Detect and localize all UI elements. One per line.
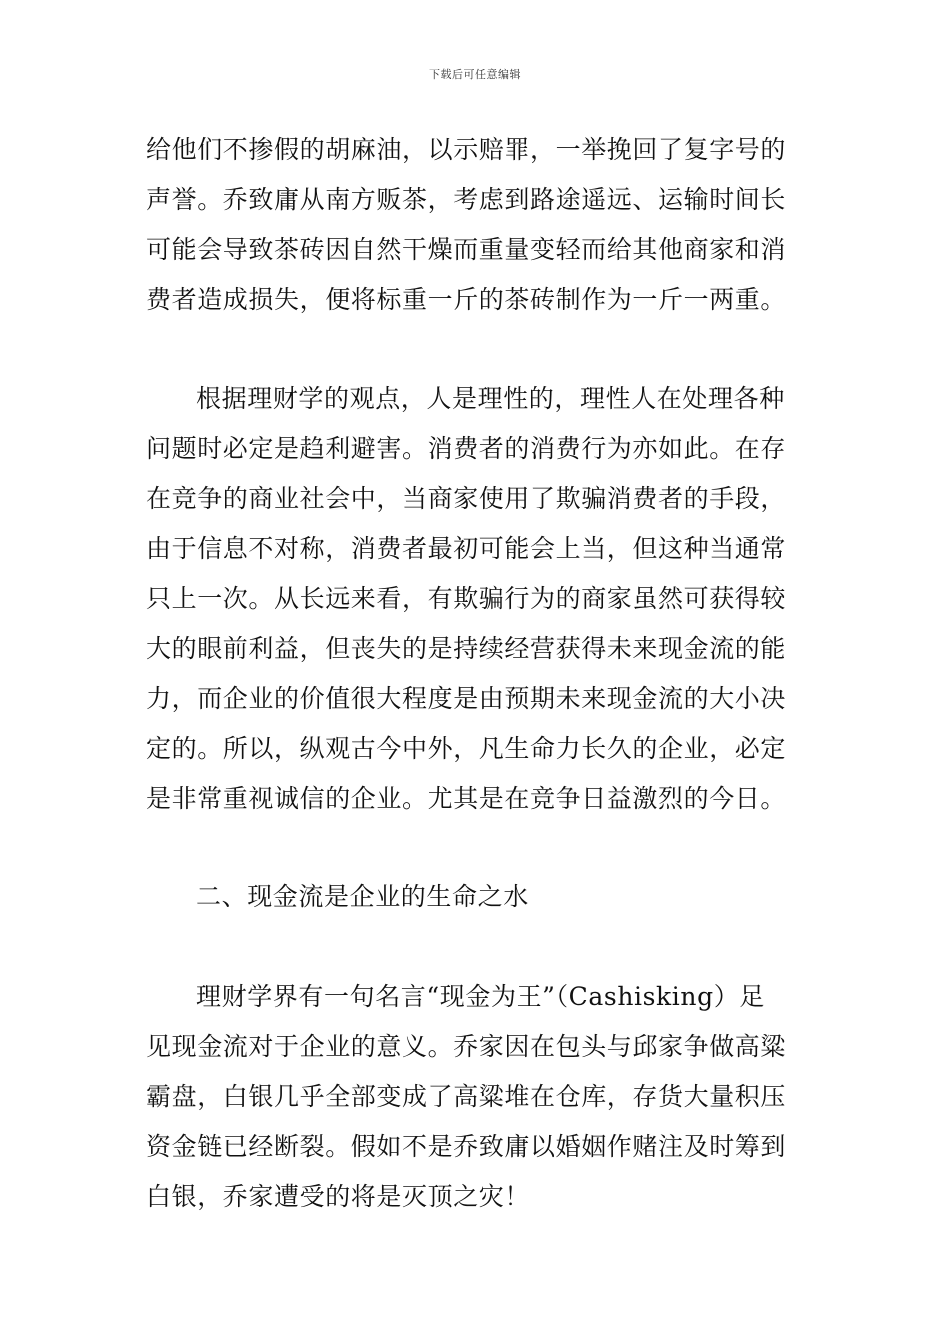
paragraph-line: 可能会导致茶砖因自然干燥而重量变轻而给其他商家和消 bbox=[146, 235, 787, 264]
page-header: 下载后可任意编辑 bbox=[429, 68, 521, 81]
paragraph-line: 声誉。乔致庸从南方贩茶，考虑到路途遥远、运输时间长 bbox=[146, 185, 787, 214]
paragraph-line: 在竞争的商业社会中，当商家使用了欺骗消费者的手段， bbox=[146, 484, 787, 513]
paragraph-line: 给他们不掺假的胡麻油，以示赔罪，一举挽回了复字号的 bbox=[146, 135, 787, 164]
paragraph-line: 理财学界有一句名言“现金为王”（Cashisking）足 bbox=[196, 982, 765, 1011]
paragraph-line: 根据理财学的观点，人是理性的，理性人在处理各种 bbox=[196, 384, 785, 413]
paragraph-line: 资金链已经断裂。假如不是乔致庸以婚姻作赌注及时筹到 bbox=[146, 1132, 787, 1161]
paragraph-line: 是非常重视诚信的企业。尤其是在竞争日益激烈的今日。 bbox=[146, 784, 787, 813]
paragraph-line: 定的。所以，纵观古今中外，凡生命力长久的企业，必定 bbox=[146, 734, 787, 763]
paragraph-line: 只上一次。从长远来看，有欺骗行为的商家虽然可获得较 bbox=[146, 584, 787, 613]
paragraph-line: 霸盘，白银几乎全部变成了高粱堆在仓库，存货大量积压 bbox=[146, 1082, 787, 1111]
paragraph-line: 白银，乔家遭受的将是灭顶之灾！ bbox=[146, 1182, 531, 1211]
paragraph-line: 费者造成损失，便将标重一斤的茶砖制作为一斤一两重。 bbox=[146, 285, 787, 314]
paragraph-line: 见现金流对于企业的意义。乔家因在包头与邱家争做高粱 bbox=[146, 1032, 787, 1061]
paragraph-line: 由于信息不对称，消费者最初可能会上当，但这种当通常 bbox=[146, 534, 787, 563]
paragraph-line: 大的眼前利益，但丧失的是持续经营获得未来现金流的能 bbox=[146, 634, 787, 663]
section-heading: 二、现金流是企业的生命之水 bbox=[196, 882, 529, 911]
paragraph-line: 问题时必定是趋利避害。消费者的消费行为亦如此。在存 bbox=[146, 434, 787, 463]
paragraph-line: 力，而企业的价值很大程度是由预期未来现金流的大小决 bbox=[146, 684, 787, 713]
